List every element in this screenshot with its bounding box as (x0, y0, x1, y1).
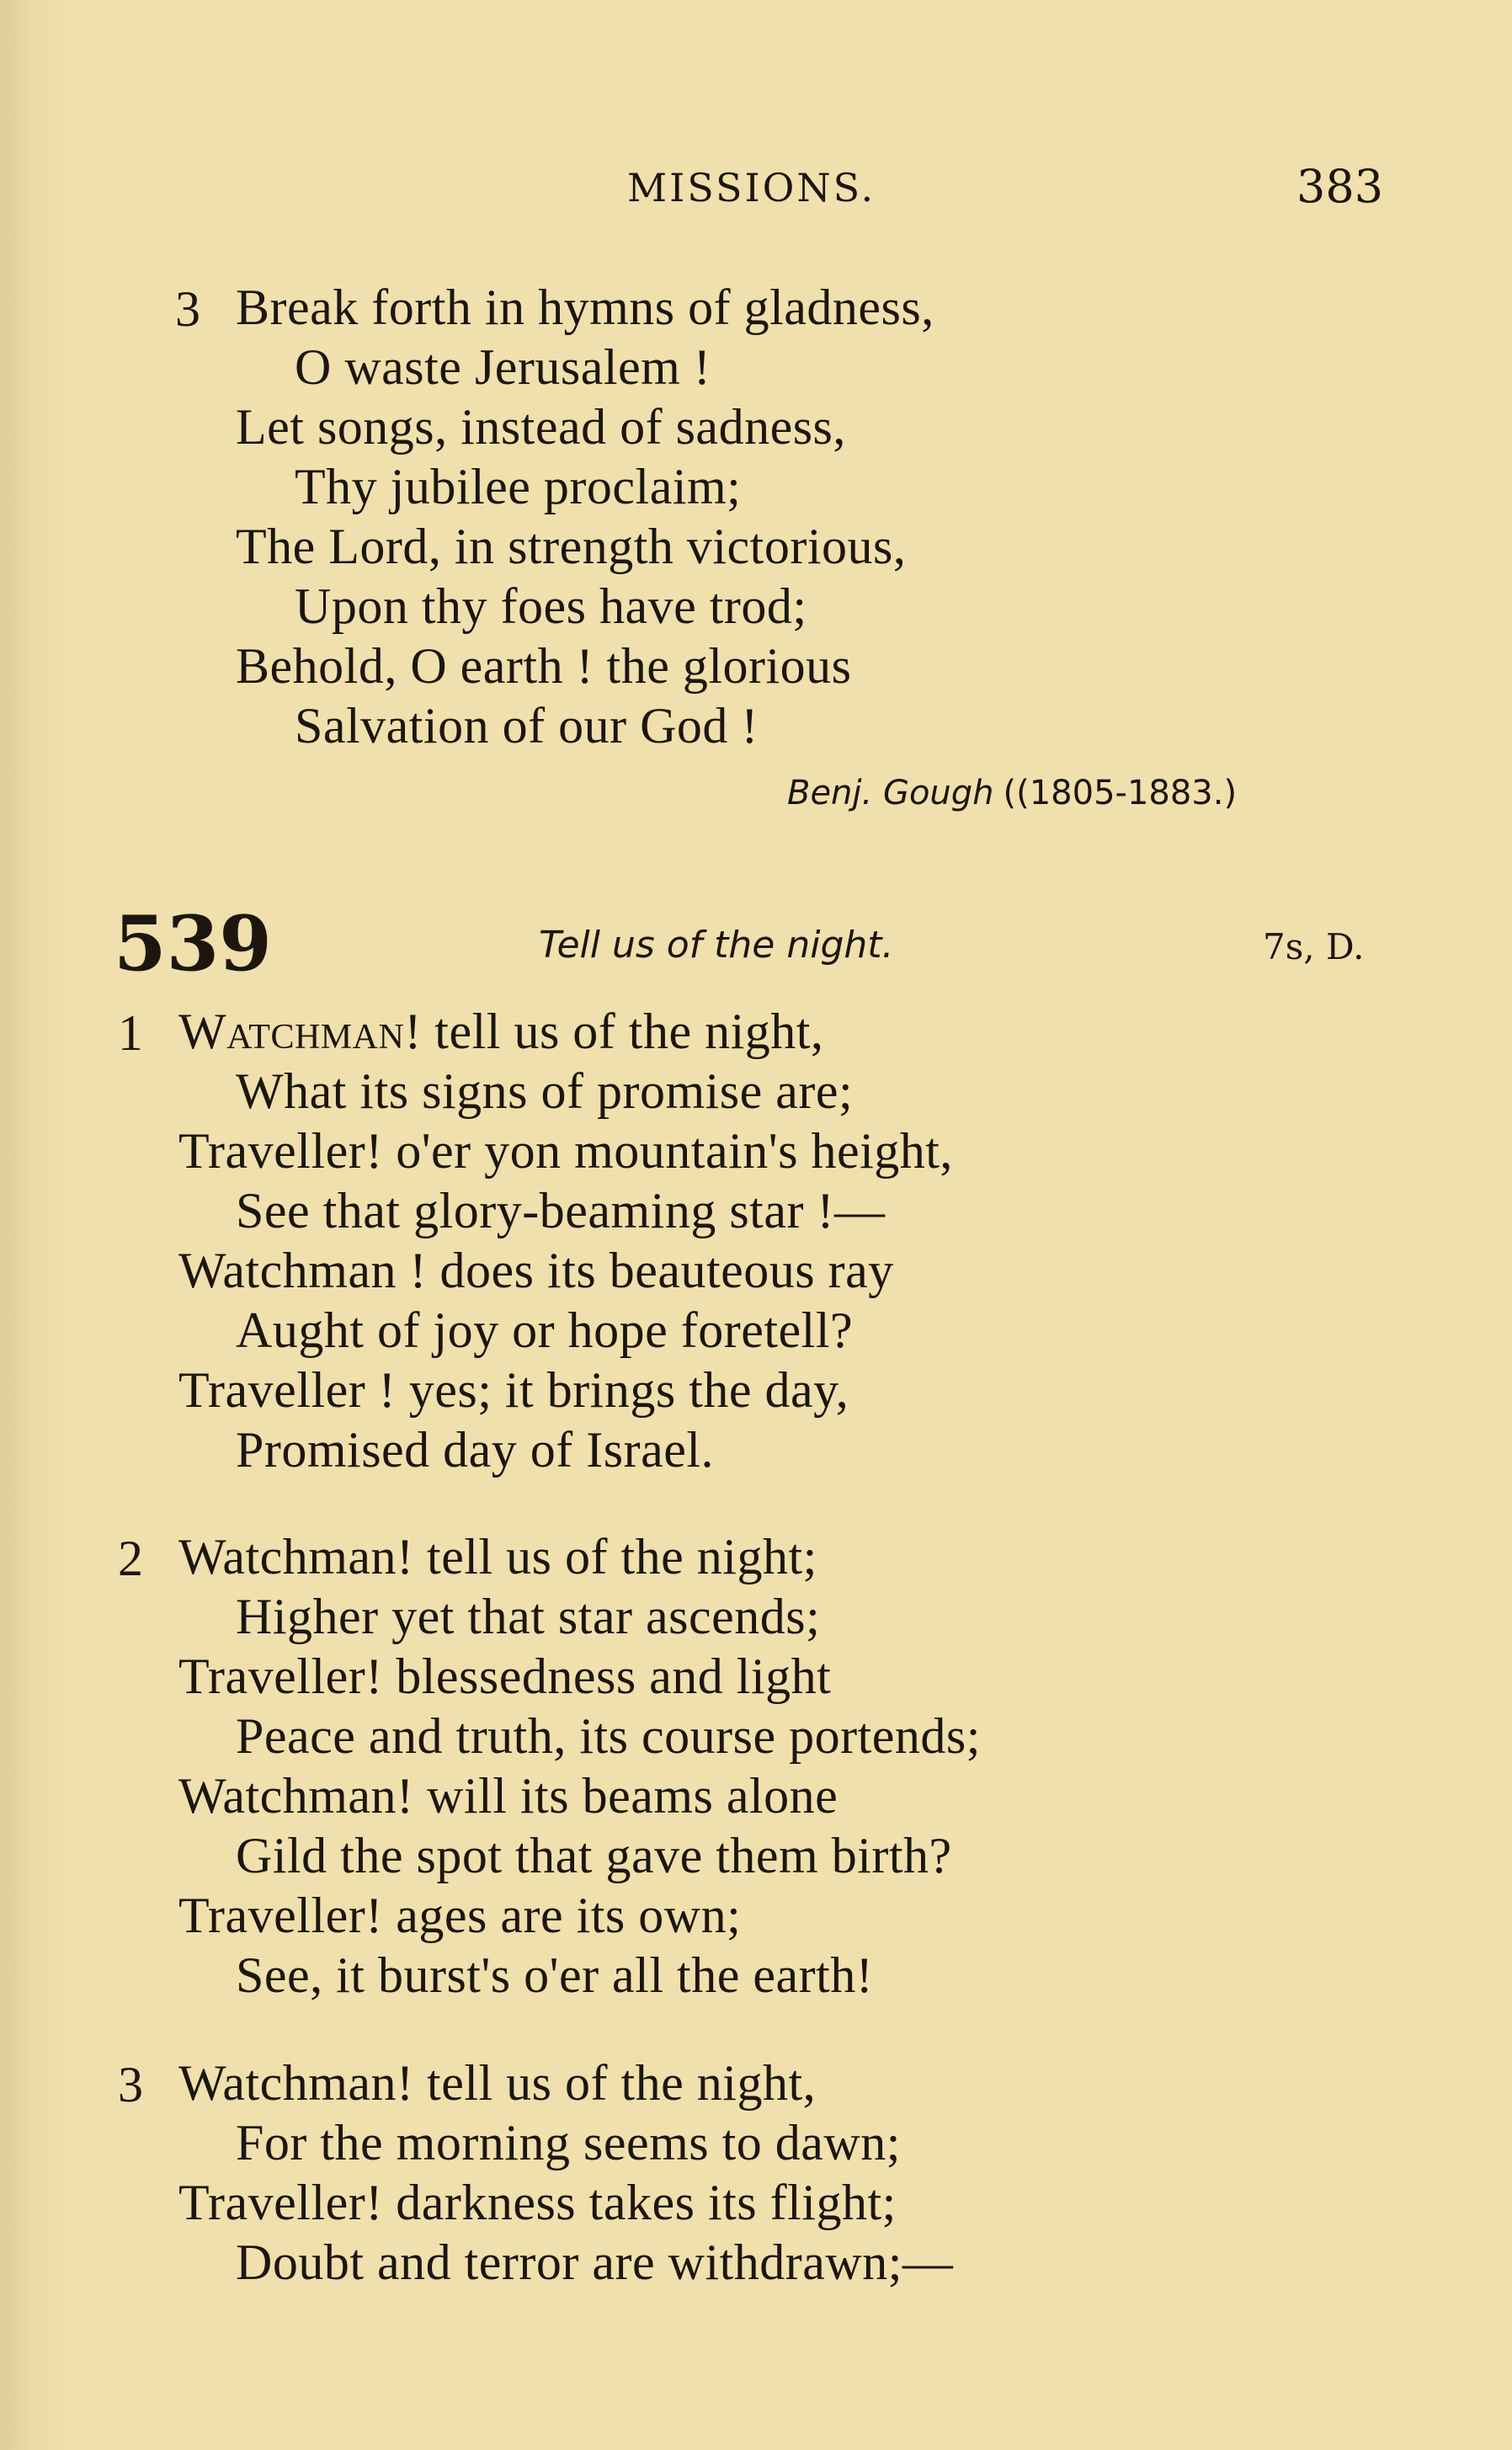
verse-line: Doubt and terror are withdrawn;— (236, 2234, 954, 2290)
running-title: MISSIONS. (627, 165, 876, 210)
author-name: Benj. Gough (787, 774, 994, 812)
stanza-number: 3 (118, 2057, 143, 2112)
verse-line: Thy jubilee proclaim; (295, 459, 742, 514)
verse-line: Traveller ! yes; it brings the day, (178, 1362, 849, 1418)
hymn-meter: 7s, D. (1263, 926, 1365, 967)
stanza-number: 1 (118, 1005, 143, 1061)
verse-line: The Lord, in strength victorious, (236, 519, 907, 574)
verse-line: Behold, O earth ! the glorious (236, 638, 852, 694)
page-number: 383 (1296, 160, 1384, 213)
verse-line: What its signs of promise are; (236, 1063, 854, 1119)
verse-line: Traveller! blessedness and light (178, 1648, 832, 1704)
first-line-rest: ! tell us of the night, (404, 1004, 824, 1059)
author-dates: ((1805-1883.) (1003, 774, 1238, 812)
verse-line: Watchman! tell us of the night, (178, 2055, 817, 2111)
verse-line: Let songs, instead of sadness, (236, 399, 846, 455)
verse-line: Traveller! ages are its own; (178, 1888, 742, 1943)
verse-line: Watchman! will its beams alone (178, 1768, 839, 1824)
verse-line: Traveller! o'er yon mountain's height, (178, 1123, 953, 1179)
attribution (787, 770, 1237, 813)
verse-line: O waste Jerusalem ! (295, 339, 711, 395)
first-word: Watchman (178, 1004, 405, 1059)
verse-line: Salvation of our God ! (295, 698, 759, 754)
verse-line: See that glory-beaming star !— (236, 1183, 886, 1238)
verse-line: Upon thy foes have trod; (295, 578, 807, 634)
verse-line: For the morning seems to dawn; (236, 2115, 901, 2170)
verse-line: Break forth in hymns of gladness, (236, 280, 934, 335)
verse-line: Aught of joy or hope foretell? (236, 1302, 854, 1358)
hymn-number: 539 (114, 899, 272, 988)
hymn-subtitle: Tell us of the night. (539, 924, 894, 967)
verse-line: Watchman ! does its beauteous ray (178, 1243, 894, 1298)
stanza-number: 2 (118, 1531, 143, 1586)
verse-line: Gild the spot that gave them birth? (236, 1828, 952, 1883)
verse-line: Watchman! tell us of the night; (178, 1529, 817, 1585)
verse-line (178, 1001, 823, 1062)
verse-line: Peace and truth, its course portends; (236, 1708, 981, 1764)
verse-line: Traveller! darkness takes its flight; (178, 2175, 897, 2230)
verse-line: Promised day of Israel. (236, 1422, 715, 1478)
verse-line: Higher yet that star ascends; (236, 1589, 821, 1644)
verse-line: See, it burst's o'er all the earth! (236, 1947, 874, 2003)
stanza-number: 3 (175, 281, 200, 337)
